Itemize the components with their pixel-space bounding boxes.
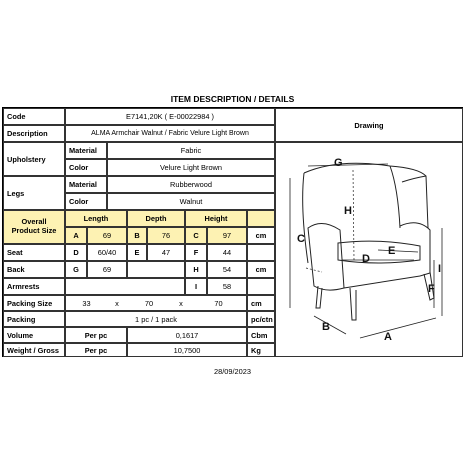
description-value: ALMA Armchair Walnut / Fabric Velure Light Brown [65,125,275,142]
code-value: E7141,20K ( E-00022984 ) [65,108,275,125]
dim-c-letter: C [185,227,207,244]
packing-size-label: Packing Size [3,295,65,311]
packing-size-v1: 33 [65,295,107,311]
packing-label: Packing [3,311,65,327]
armrests-unit-blank [247,278,275,295]
legs-material-label: Material [65,176,107,193]
armrests-blank [65,278,185,295]
dim-h-value: 54 [207,261,247,278]
upholstery-material-label: Material [65,142,107,159]
back-unit: cm [247,261,275,278]
seat-label: Seat [3,244,65,261]
dim-a-letter: A [65,227,87,244]
dim-i-letter: I [185,278,207,295]
drawing-letter-i: I [438,263,442,275]
height-label: Height [185,210,247,227]
overall-unit: cm [247,227,275,244]
drawing-letter-e: E [388,245,396,257]
dim-h-letter: H [185,261,207,278]
dim-i-value: 58 [207,278,247,295]
legs-label: Legs [3,176,65,210]
packing-size-x1: x [107,295,127,311]
back-depth-blank [127,261,185,278]
packing-unit: pc/ctn [247,311,275,327]
packing-size-v3: 70 [191,295,247,311]
armrests-label: Armrests [3,278,65,295]
packing-size-unit: cm [247,295,275,311]
packing-value: 1 pc / 1 pack [65,311,247,327]
legs-color-label: Color [65,193,107,210]
weight-unit: Kg [247,343,275,357]
drawing-letter-c: C [297,233,305,245]
legs-color: Walnut [107,193,275,210]
seat-unit-blank [247,244,275,261]
weight-value: 10,7500 [127,343,247,357]
packing-size-v2: 70 [127,295,171,311]
upholstery-label: Upholstery [3,142,65,176]
upholstery-color-label: Color [65,159,107,176]
upholstery-color: Velure Light Brown [107,159,275,176]
dim-f-value: 44 [207,244,247,261]
volume-value: 0,1617 [127,327,247,343]
drawing-label: Drawing [275,108,463,142]
overall-size-label: Overall Product Size [3,210,65,244]
packing-size-x2: x [171,295,191,311]
dim-c-value: 97 [207,227,247,244]
footer-date: 28/09/2023 [214,367,251,376]
weight-per: Per pc [65,343,127,357]
drawing-letter-f: F [428,283,435,295]
dim-f-letter: F [185,244,207,261]
code-label: Code [3,108,65,125]
drawing-letter-g: G [334,157,343,169]
dim-g-letter: G [65,261,87,278]
dim-d-value: 60/40 [87,244,127,261]
upholstery-material: Fabric [107,142,275,159]
drawing-letter-b: B [322,321,330,333]
dim-b-letter: B [127,227,147,244]
dim-e-value: 47 [147,244,185,261]
page-title: ITEM DESCRIPTION / DETAILS [170,94,295,104]
weight-label: Weight / Gross [3,343,65,357]
depth-label: Depth [127,210,185,227]
drawing-letter-d: D [362,253,370,265]
volume-unit: Cbm [247,327,275,343]
description-label: Description [3,125,65,142]
dim-b-value: 76 [147,227,185,244]
drawing-letter-a: A [384,331,392,343]
dim-d-letter: D [65,244,87,261]
unit-blank [247,210,275,227]
dim-e-letter: E [127,244,147,261]
legs-material: Rubberwood [107,176,275,193]
back-label: Back [3,261,65,278]
armchair-drawing [278,148,458,348]
drawing-letter-h: H [344,205,352,217]
dim-a-value: 69 [87,227,127,244]
volume-label: Volume [3,327,65,343]
length-label: Length [65,210,127,227]
volume-per: Per pc [65,327,127,343]
dim-g-value: 69 [87,261,127,278]
